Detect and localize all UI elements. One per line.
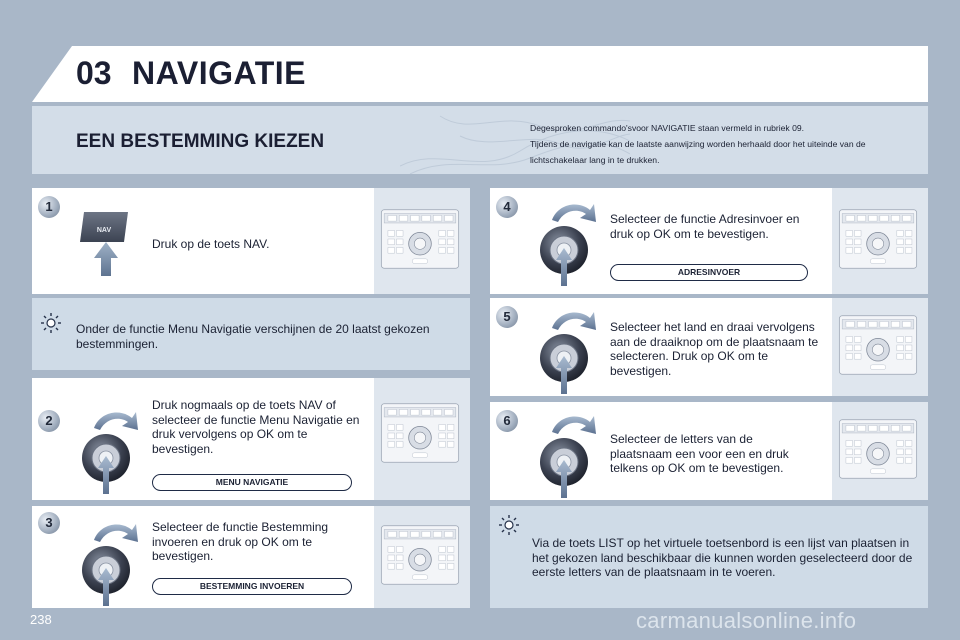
section-title: EEN BESTEMMING KIEZEN [76,131,325,152]
menu-navigatie-label: MENU NAVIGATIE [152,474,352,491]
adresinvoer-label: ADRESINVOER [610,264,808,281]
rotary-knob-icon [534,304,604,394]
radio-unit-illustration [380,206,460,272]
radio-unit-illustration [838,312,918,378]
step-4-badge: 4 [496,196,518,218]
rotary-knob-icon [76,516,146,606]
step-3-badge: 3 [38,512,60,534]
radio-unit-illustration [380,400,460,466]
nav-button-icon [78,212,134,276]
nav-button-label: NAV [96,227,112,234]
intro-text [530,120,920,168]
radio-unit-illustration [838,416,918,482]
note-left-text: Onder de functie Menu Navigatie verschijnen de 20 laatst gekozen bestemmingen. [76,322,430,351]
step-6-text: Selecteer de letters van de plaatsnaam een voor een en druk telkens op OK om te bevestigen. [610,432,789,475]
rotary-knob-icon [534,408,604,498]
rotary-knob-icon [534,196,604,286]
sun-icon [40,312,62,334]
step-2-text: Druk nogmaals op de toets NAV of selecteer de functie Menu Navigatie en druk vervolgens op OK om te bevestigen. [152,398,360,456]
watermark: carmanualsonline.info [636,608,857,633]
note-right-text: Via de toets LIST op het virtuele toetsenbord is een lijst van plaatsen in het gekozen land beschikbaar die kunnen worden geselecteerd door de eerste letters van de plaatsnaam in te voeren. [532,536,913,579]
step-3-text: Selecteer de functie Bestemming invoeren en druk op OK om te bevestigen. [152,520,329,563]
step-1-text: Druk op de toets NAV. [152,237,270,251]
header-notch [32,46,72,102]
radio-unit-illustration [838,206,918,272]
radio-unit-illustration [380,522,460,588]
step-5-badge: 5 [496,306,518,328]
sun-icon [498,514,520,536]
step-6-badge: 6 [496,410,518,432]
step-4-text: Selecteer de functie Adresinvoer en druk op OK om te bevestigen. [610,212,800,241]
step-2-badge: 2 [38,410,60,432]
rotary-knob-icon [76,404,146,494]
chapter-title: NAVIGATIE [132,55,306,91]
chapter-number: 03 [76,55,112,91]
step-1-badge: 1 [38,196,60,218]
bestemming-invoeren-label: BESTEMMING INVOEREN [152,578,352,595]
intro-line-1: Degesproken commando'svoor NAVIGATIE staan vermeld in rubriek 09. [530,123,805,133]
step-5-text: Selecteer het land en draai vervolgens aan de draaiknop om de plaatsnaam te selecteren. Druk op OK om te bevestigen. [610,320,819,378]
page-number: 238 [30,612,52,627]
intro-line-2: Tijdens de navigatie kan de laatste aanwijzing worden herhaald door het uiteinde van de lichtschakelaar lang in te drukken. [530,139,866,165]
